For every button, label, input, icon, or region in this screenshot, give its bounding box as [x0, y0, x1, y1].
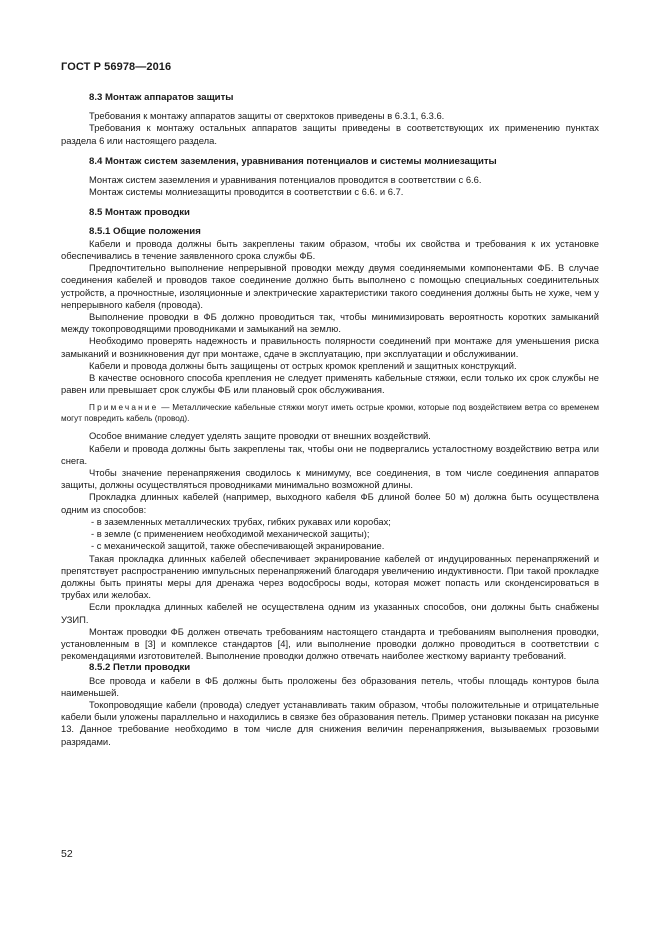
paragraph: Предпочтительно выполнение непрерывной проводки между двумя соединяемыми компонентами ФБ. В случае соединения кабелей и проводов такое соединение должно быть выполнено с помощью специальных соединительных устройств, а прочностные, изоляционные и электрические характеристики такого соединения должны быть не хуже, чем у непрерывного кабеля (провода). [61, 262, 599, 310]
paragraph: Монтаж систем заземления и уравнивания потенциалов проводится в соответствии с 6.6. [89, 174, 482, 186]
paragraph: Требования к монтажу аппаратов защиты от сверхтоков приведены в 6.3.1, 6.3.6. [89, 110, 445, 122]
paragraph: Такая прокладка длинных кабелей обеспечивает экранирование кабелей от индуцированных перенапряжений и препятствует распространению импульсных перенапряжений благодаря увеличению индуктивности. При такой прокладке должны быть приняты меры для дренажа через водосбросы воды, которая может попасть или сконденсироваться в трубах или желобах. [61, 552, 599, 601]
subsection-8-5-1-title: 8.5.1 Общие положения [89, 225, 201, 237]
paragraph: Выполнение проводки в ФБ должно проводиться так, чтобы минимизировать вероятность коротких замыканий между токопроводящими проводниками и замыканий на землю. [61, 311, 599, 335]
paragraph: В качестве основного способа крепления не следует применять кабельные стяжки, если только их срок службы не равен или превышает срок службы ФБ или плановый срок обслуживания. [61, 372, 599, 396]
subsection-8-5-2-title: 8.5.2 Петли проводки [89, 662, 191, 674]
section-8-3-title: 8.3 Монтаж аппаратов защиты [89, 92, 234, 103]
list-item: - в земле (с применением необходимой механической защиты); [91, 528, 370, 540]
section-8-4-title: 8.4 Монтаж систем заземления, уравнивания потенциалов и системы молниезащиты [89, 155, 497, 167]
paragraph: Чтобы значение перенапряжения сводилось к минимуму, все соединения, в том числе соединения аппаратов защиты, должны осуществляться проводниками минимально возможной длины. [61, 467, 599, 491]
paragraph: Все провода и кабели в ФБ должны быть проложены без образования петель, чтобы площадь контуров была наименьшей. [61, 674, 599, 698]
paragraph: Если прокладка длинных кабелей не осуществлена одним из указанных способов, они должны быть снабжены УЗИП. [61, 601, 599, 625]
note-text: — Металлические кабельные стяжки могут иметь острые кромки, которые под воздействием ветра со временем могут повредить кабель (провод). [61, 403, 599, 424]
page-number: 52 [61, 848, 73, 860]
document-header: ГОСТ Р 56978—2016 [61, 61, 172, 73]
paragraph: Кабели и провода должны быть закреплены так, чтобы они не подвергались усталостному воздействию ветра или снега. [61, 442, 599, 466]
paragraph: Особое внимание следует уделять защите проводки от внешних воздействий. [89, 430, 431, 442]
cable-routing-list [61, 516, 599, 553]
note [61, 402, 599, 424]
document-body [61, 92, 599, 748]
section-8-5-title: 8.5 Монтаж проводки [89, 207, 190, 219]
paragraph: Кабели и провода должны быть защищены от острых кромок креплений и защитных конструкций. [89, 359, 517, 371]
paragraph: Токопроводящие кабели (провода) следует устанавливать таким образом, чтобы положительные и отрицательные кабели были уложены параллельно и находились в связке без образования петель. Пример установки показан на рисунке 13. Данное требование необходимо в том числе для снижения величин перенапряжения, вызываемых грозовыми разрядами. [61, 698, 599, 747]
paragraph: Монтаж проводки ФБ должен отвечать требованиям настоящего стандарта и требованиям выполнения проводки, установленным в [3] и комплексе стандартов [4], или выполнение проводки должно проводиться в соответствии с рекомендациями изготовителей. Выполнение проводки должно отвечать наиболее жесткому варианту требований. [61, 625, 599, 662]
note-label: Примечание [89, 403, 159, 413]
paragraph: Требования к монтажу остальных аппаратов защиты приведены в соответствующих их применению пунктах раздела 6 или настоящего раздела. [61, 122, 599, 146]
list-item: - в заземленных металлических трубах, гибких рукавах или коробах; [91, 515, 391, 527]
paragraph: Прокладка длинных кабелей (например, выходного кабеля ФБ длиной более 50 м) должна быть осуществлена одним из способов: [61, 491, 599, 515]
paragraph: Кабели и провода должны быть закреплены таким образом, чтобы их свойства и требования к их установке обеспечивались в течение заявленного срока службы ФБ. [61, 237, 599, 262]
paragraph: Монтаж системы молниезащиты проводится в соответствии с 6.6. и 6.7. [89, 186, 404, 198]
list-item: - с механической защитой, также обеспечивающей экранирование. [91, 540, 385, 552]
paragraph: Необходимо проверять надежность и правильность полярности соединений при монтаже для уменьшения риска замыканий и возникновения дуг при монтаже, сдаче в эксплуатацию, при эксплуатации и обслуживании. [61, 335, 599, 359]
